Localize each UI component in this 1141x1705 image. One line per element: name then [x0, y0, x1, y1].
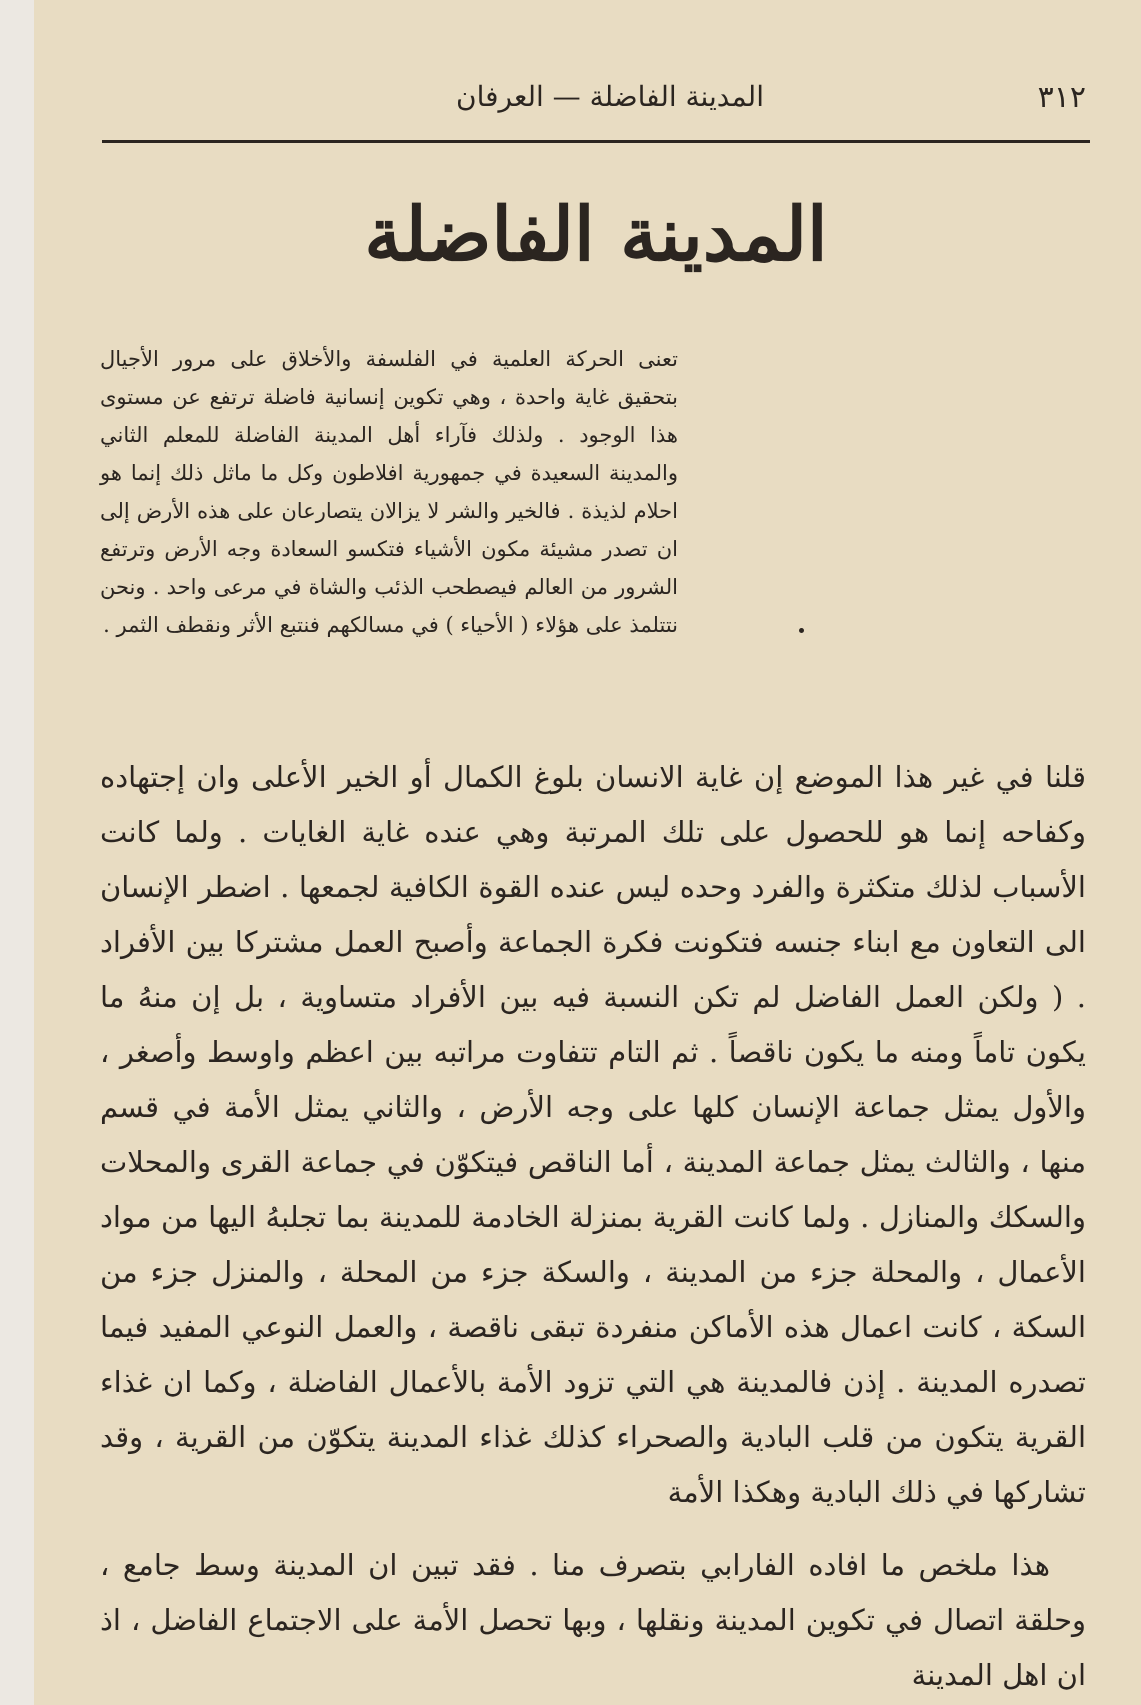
- book-page: [34, 0, 1141, 1705]
- article-body: [100, 750, 1086, 1703]
- body-paragraph: قلنا في غير هذا الموضع إن غاية الانسان بلوغ الكمال أو الخير الأعلى وان إجتهاده وكفاحه إنما هو للحصول على تلك المرتبة وهي عنده غاية الغايات . ولما كانت الأسباب لذلك متكثرة والفرد وحده ليس عنده القوة الكافية لجمعها . اضطر الإنسان الى التعاون مع ابناء جنسه فتكونت فكرة الجماعة وأصبح العمل مشتركا بين الأفراد . ( ولكن العمل الفاضل لم تكن النسبة فيه بين الأفراد متساوية ، بل إن منهُ ما يكون تاماً ومنه ما يكون ناقصاً . ثم التام تتفاوت مراتبه بين اعظم واوسط وأصغر ، والأول يمثل جماعة الإنسان كلها على وجه الأرض ، والثاني يمثل الأمة في قسم منها ، والثالث يمثل جماعة المدينة ، أما الناقص فيتكوّن في جماعة القرى والمحلات والسكك والمنازل . ولما كانت القرية بمنزلة الخادمة للمدينة بما تجلبهُ اليها من مواد الأعمال ، والمحلة جزء من المدينة ، والسكة جزء من المحلة ، والمنزل جزء من السكة ، كانت اعمال هذه الأماكن منفردة تبقى ناقصة ، والعمل النوعي المفيد فيما تصدره المدينة . إذن فالمدينة هي التي تزود الأمة بالأعمال الفاضلة ، وكما ان غذاء القرية يتكون من قلب البادية والصحراء كذلك غذاء المدينة يتكوّن من القرية ، وقد تشاركها في ذلك البادية وهكذا الأمة: [100, 760, 1086, 1509]
- article-abstract: تعنى الحركة العلمية في الفلسفة والأخلاق على مرور الأجيال بتحقيق غاية واحدة ، وهي تكوين إنسانية فاضلة ترتفع عن مستوى هذا الوجود . ولذلك فآراء أهل المدينة الفاضلة للمعلم الثاني والمدينة السعيدة في جمهورية افلاطون وكل ما ماثل ذلك إنما هو احلام لذيذة . فالخير والشر لا يزالان يتصارعان على هذه الأرض إلى ان تصدر مشيئة مكون الأشياء فتكسو السعادة وجه الأرض وترتفع الشرور من العالم فيصطحب الذئب والشاة في مرعى واحد . ونحن نتتلمذ على هؤلاء ( الأحياء ) في مسالكهم فنتبع الأثر ونقطف الثمر .: [100, 347, 678, 637]
- running-header: [134, 72, 1086, 124]
- ink-dot: [799, 628, 804, 633]
- header-rule: [102, 140, 1090, 143]
- page-number: ٣١٢: [1037, 80, 1086, 115]
- article-title: المدينة الفاضلة: [364, 192, 828, 278]
- running-title: المدينة الفاضلة — العرفان: [456, 80, 764, 113]
- body-paragraph: هذا ملخص ما افاده الفارابي بتصرف منا . فقد تبين ان المدينة وسط جامع ، وحلقة اتصال في تكوين المدينة ونقلها ، وبها تحصل الأمة على الاجتماع الفاضل ، اذ ان اهل المدينة: [100, 1548, 1086, 1692]
